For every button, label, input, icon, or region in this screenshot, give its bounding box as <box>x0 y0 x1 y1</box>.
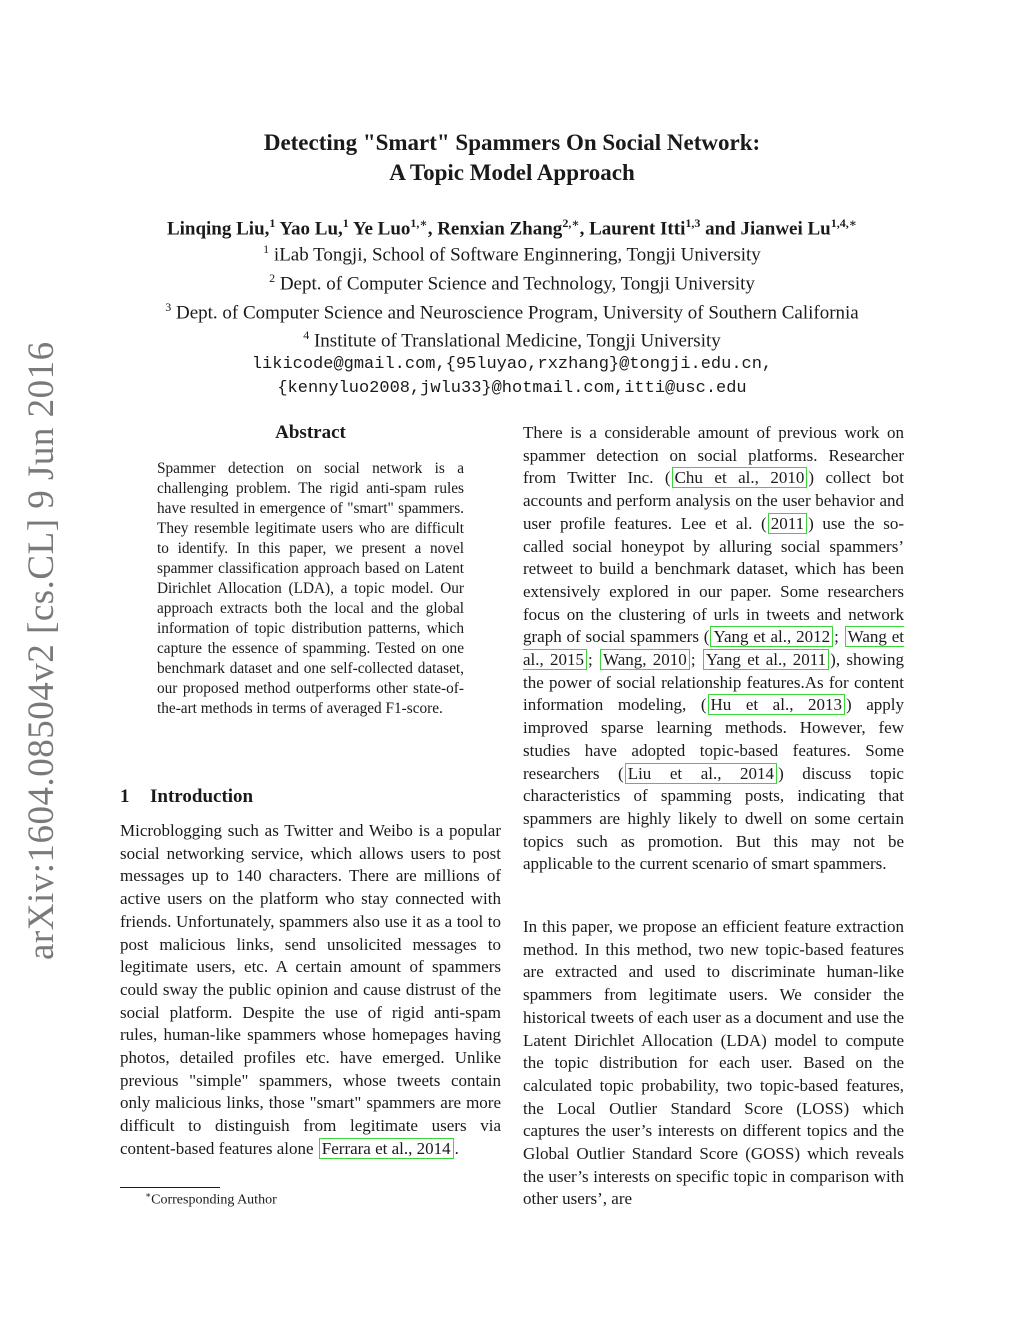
author-affil-mark: 1,4,∗ <box>830 216 858 230</box>
section-number: 1 <box>120 786 130 807</box>
section-title: Introduction <box>150 786 254 807</box>
proposal-text: In this paper, we propose an efficient feature extraction method. In this method, two new topic-based features are extracted and used to discriminate human-like spammers from legitimate users. We consider the historical tweets of each user as a document and use the Latent Dirichlet Allocation (LDA) model to compute the topic distribution for each user. Based on the calculated topic probability, two topic-based features, the Local Outlier Standard Score (LOSS) which captures the user’s interests on different topics and the Global Outlier Standard Score (GOSS) which reveals the user’s interests on specific topic in comparison with other users’, are <box>523 917 904 1209</box>
affil-mark: 3 <box>165 299 172 314</box>
citation-liu-2014[interactable]: Liu et al., 2014 <box>625 763 777 784</box>
paper-title <box>120 128 904 188</box>
affil-text: iLab Tongji, School of Software Enginnering, Tongji University <box>269 244 761 266</box>
affiliation-line <box>100 296 924 325</box>
author-affil-mark: 2,∗ <box>562 216 580 230</box>
proposal-paragraph <box>523 916 904 1211</box>
affil-text: Dept. of Computer Science and Technology, Tongji University <box>275 273 755 295</box>
rw-text: There is a considerable amount of previous work on spammer detection on social platforms. Researcher from Twitter Inc. ( <box>523 423 904 488</box>
abstract-text: Spammer detection on social network is a challenging problem. The rigid anti-spam rules have resulted in emergence of "smart" spammers. They resemble legitimate users who are difficult to identify. In this paper, we present a novel spammer classification approach based on Latent Dirichlet Allocation (LDA), a topic model. Our approach extracts both the local and the global information of topic distribution patterns, which capture the essence of spamming. Tested on one benchmark dataset and one self-collected dataset, our proposed method outperforms other state-of-the-art methods in terms of averaged F1-score. <box>157 460 464 717</box>
footnote-text: Corresponding Author <box>151 1192 277 1208</box>
affil-mark: 2 <box>269 270 276 285</box>
author-affil-mark: 1,∗ <box>410 216 428 230</box>
rw-text: ), showing the power of social relationship features.As for content information modeling, ( <box>523 650 904 715</box>
citation-wang-2015[interactable]: Wang et al., 2015 <box>523 627 904 670</box>
citation-separator: ; <box>834 627 844 647</box>
citation-yang-2011[interactable]: Yang et al., 2011 <box>703 649 829 670</box>
abstract-heading: Abstract <box>275 422 346 443</box>
email-line-2[interactable]: {kennyluo2008,jwlu33}@hotmail.com,itti@usc.edu <box>277 378 747 398</box>
author-name: Linqing Liu, <box>166 218 270 240</box>
footnote-mark: ∗ <box>145 1190 152 1200</box>
footnote-corresponding-author <box>145 1190 277 1209</box>
citation-wang-2010[interactable]: Wang, 2010 <box>600 649 690 670</box>
affiliation-line <box>100 267 924 296</box>
author-name: , Laurent Itti <box>579 218 686 240</box>
author-name: Yao Lu, <box>275 218 343 240</box>
author-name: , Renxian Zhang <box>427 218 563 240</box>
rw-text: ) apply improved sparse learning methods. However, few studies have adopted topic-based features. Some researchers ( <box>523 695 905 783</box>
affiliation-line <box>100 238 924 267</box>
citation-separator: ; <box>588 650 600 670</box>
rw-text: ) use the so-called social honeypot by alluring social spammers’ retweet to build a benchmark dataset, which has been extensively explored in our paper. Some researchers focus on the clustering of urls in tweets and network graph of social spammers ( <box>523 513 904 647</box>
affil-mark: 4 <box>303 328 310 343</box>
citation-separator: ; <box>690 650 702 670</box>
author-affil-mark: 1,3 <box>685 216 701 230</box>
affil-text: Institute of Translational Medicine, Tongji University <box>309 330 721 352</box>
citation-hu-2013[interactable]: Hu et al., 2013 <box>708 694 846 715</box>
intro-para-text: Microblogging such as Twitter and Weibo is a popular social networking service, which allows users to post messages up to 140 characters. There are millions of active users on the platform who stay connected with friends. Unfortunately, spammers also use it as a tool to post malicious links, send unsolicited messages to legitimate users, etc. A certain amount of spammers could sway the public opinion and cause distrust of the social platform. Despite the use of rigid anti-spam rules, human-like spammers whose homepages having photos, detailed profiles etc. have emerged. Unlike previous "simple" spammers, whose tweets contain only malicious links, those "smart" spammers are more difficult to distinguish from legitimate users via content-based features alone <box>120 821 501 1158</box>
email-line-1[interactable]: likicode@gmail.com,{95luyao,rxzhang}@tongji.edu.cn, <box>251 355 773 375</box>
citation-ferrara-2014[interactable]: Ferrara et al., 2014 <box>319 1138 454 1159</box>
footnote-divider <box>120 1187 220 1188</box>
intro-para-end: . <box>454 1138 459 1158</box>
title-line-1: Detecting "Smart" Spammers On Social Network: <box>263 130 761 155</box>
arxiv-identifier-stamp[interactable] <box>12 341 72 960</box>
arxiv-identifier-text: arXiv:1604.08504v2 [cs.CL] 9 Jun 2016 <box>21 341 62 960</box>
author-name: and Jianwei Lu <box>700 218 831 240</box>
citation-yang-2012[interactable]: Yang et al., 2012 <box>710 626 833 647</box>
affil-mark: 1 <box>263 242 270 256</box>
rw-text: ) discuss topic characteristics of spamming posts, indicating that spammers are highly likely to dwell on some certain topics such as promotion. But this may not be applicable to the current scenario of smart spammers. <box>523 763 904 874</box>
title-line-2: A Topic Model Approach <box>389 160 635 185</box>
author-name: Ye Luo <box>348 218 411 240</box>
affiliations <box>100 238 924 400</box>
author-affil-mark: 1 <box>269 216 276 230</box>
affil-text: Dept. of Computer Science and Neuroscience Program, University of Southern California <box>171 301 859 323</box>
introduction-paragraph <box>120 820 501 1161</box>
citation-chu-2010[interactable]: Chu et al., 2010 <box>672 467 808 488</box>
author-affil-mark: 1 <box>342 216 349 230</box>
related-work-paragraph <box>523 422 904 876</box>
citation-lee-2011[interactable]: 2011 <box>768 513 807 534</box>
affiliation-line <box>100 324 924 353</box>
section-heading-introduction <box>120 786 253 808</box>
rw-text: ) collect bot accounts and perform analysis on the user behavior and user profile features. Lee et al. ( <box>523 468 904 533</box>
